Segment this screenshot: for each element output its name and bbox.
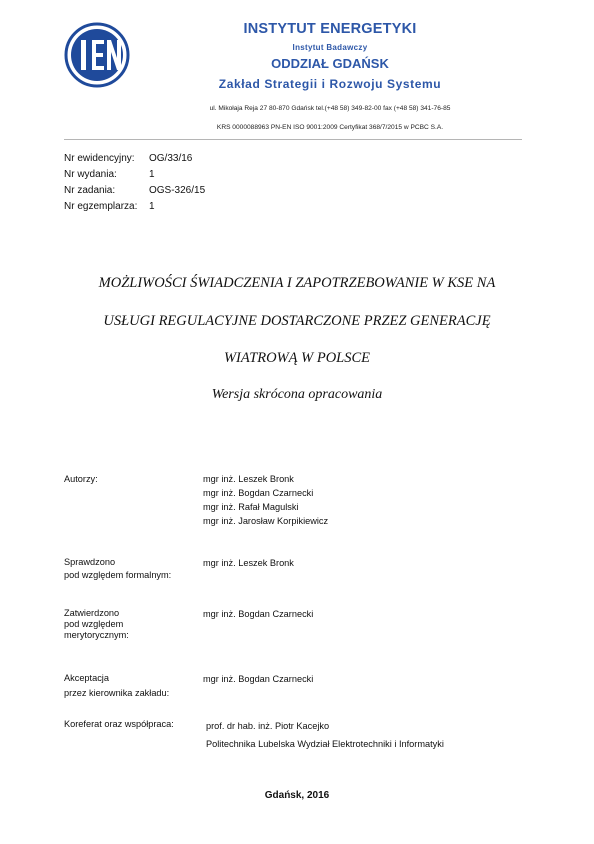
accepted-label-line: Akceptacja xyxy=(64,673,109,683)
registry-line: KRS 0000088963 PN-EN ISO 9001:2009 Certyfikat 368/7/2015 w PCBC S.A. xyxy=(216,124,444,131)
coreferee-block xyxy=(206,717,444,753)
meta-label: Nr zadania: xyxy=(64,185,116,196)
meta-value: OGS-326/15 xyxy=(149,185,206,196)
approved-label-line: merytorycznym: xyxy=(64,630,129,640)
checked-label xyxy=(64,557,171,581)
meta-label: Nr wydania: xyxy=(64,169,117,180)
accepted-by: mgr inż. Bogdan Czarnecki xyxy=(203,674,314,684)
author-name: mgr inż. Jarosław Korpikiewicz xyxy=(203,516,329,526)
institute-name: INSTYTUT ENERGETYKI xyxy=(243,21,417,37)
checked-label-line: Sprawdzono xyxy=(64,557,116,567)
author-name: mgr inż. Bogdan Czarnecki xyxy=(203,488,314,498)
department-name: Zakład Strategii i Rozwoju Systemu xyxy=(218,77,442,91)
meta-value: 1 xyxy=(149,169,155,180)
approved-label-line: pod względem xyxy=(64,619,124,629)
author-name: mgr inż. Rafał Magulski xyxy=(203,502,299,512)
title-line-3: WIATROWĄ W POLSCE xyxy=(223,350,371,366)
address-line: ul. Mikołaja Reja 27 80-870 Gdańsk tel.(+48 58) 349-82-00 fax (+48 58) 341-76-85 xyxy=(209,105,451,112)
header-divider xyxy=(64,139,522,140)
ien-logo xyxy=(64,22,130,88)
meta-label: Nr egzemplarza: xyxy=(64,201,138,212)
approved-by: mgr inż. Bogdan Czarnecki xyxy=(203,609,314,619)
accepted-label-line: przez kierownika zakładu: xyxy=(64,688,170,698)
coreferee-name: prof. dr hab. inż. Piotr Kacejko xyxy=(206,721,330,731)
checked-label-line: pod względem formalnym: xyxy=(64,570,172,580)
place-and-year: Gdańsk, 2016 xyxy=(264,790,330,801)
authors-label: Autorzy: xyxy=(64,474,98,484)
authors-list xyxy=(203,472,328,528)
meta-value: 1 xyxy=(149,201,155,212)
coreferee-affiliation: Politechnika Lubelska Wydział Elektrotechniki i Informatyki xyxy=(206,739,444,749)
title-line-2: USŁUGI REGULACYJNE DOSTARCZONE PRZEZ GENERACJĘ xyxy=(103,313,491,329)
approved-label-line: Zatwierdzono xyxy=(64,608,120,618)
version-subtitle: Wersja skrócona opracowania xyxy=(211,387,383,402)
meta-value: OG/33/16 xyxy=(149,153,193,164)
coreferee-label: Koreferat oraz współpraca: xyxy=(64,719,174,729)
meta-row xyxy=(64,199,205,215)
accepted-label xyxy=(64,673,169,699)
meta-label: Nr ewidencyjny: xyxy=(64,153,135,164)
institute-subtitle: Instytut Badawczy xyxy=(292,43,368,52)
author-name: mgr inż. Leszek Bronk xyxy=(203,474,294,484)
branch-name: ODDZIAŁ GDAŃSK xyxy=(271,56,389,71)
meta-row xyxy=(64,183,205,199)
document-metadata xyxy=(64,151,205,215)
meta-row xyxy=(64,167,205,183)
approved-label xyxy=(64,608,129,641)
meta-row xyxy=(64,151,205,167)
title-line-1: MOŻLIWOŚCI ŚWIADCZENIA I ZAPOTRZEBOWANIE W KSE NA xyxy=(98,275,496,291)
checked-by: mgr inż. Leszek Bronk xyxy=(203,558,294,568)
